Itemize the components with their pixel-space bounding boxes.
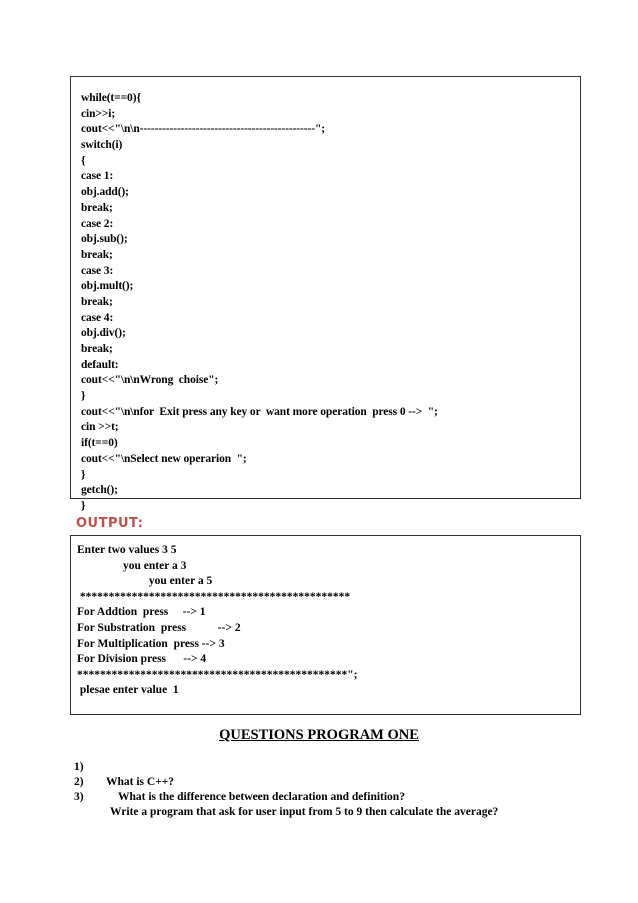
questions-heading (0, 727, 638, 744)
output-line: For Multiplication press --> 3 (77, 637, 225, 650)
code-line: break; (81, 343, 113, 355)
code-line: cin>>i; (81, 107, 116, 120)
code-line: } (81, 468, 86, 481)
code-line: getch(); (81, 484, 118, 497)
code-listing-box (70, 76, 581, 512)
code-line: { (81, 154, 86, 167)
code-line: cout<<"\nSelect new operarion "; (81, 452, 247, 465)
code-line: case 1: (81, 170, 114, 183)
question-item (74, 745, 175, 788)
question-number: 1) (74, 761, 84, 773)
output-line: For Substration press --> 2 (77, 621, 241, 634)
code-line: default: (81, 358, 119, 371)
questions-list (74, 745, 499, 818)
code-line: case 3: (81, 264, 114, 277)
output-line: Enter two values 3 5 (77, 544, 177, 556)
code-line: obj.div(); (81, 327, 126, 340)
code-line: cout<<"\n\nWrong choise"; (81, 374, 219, 387)
code-line: obj.mult(); (81, 280, 134, 293)
code-line: obj.add(); (81, 186, 129, 199)
code-line: } (81, 390, 86, 403)
code-line: while(t==0){ (81, 92, 141, 104)
code-line: cin >>t; (81, 421, 119, 434)
code-line: if(t==0) (81, 437, 118, 450)
question-text: What is C++? (106, 776, 175, 788)
code-line: case 4: (81, 311, 114, 324)
code-line: cout<<"\n\nfor Exit press any key or want more operation press 0 --> "; (81, 405, 438, 418)
code-line: cout<<"\n\n-----------------------------------------------"; (81, 123, 325, 136)
question-number: 2) (74, 776, 84, 788)
code-line: } (81, 499, 86, 512)
code-line: obj.sub(); (81, 233, 128, 246)
code-line: break; (81, 248, 113, 261)
questions-heading-text: QUESTIONS PROGRAM ONE (219, 727, 419, 743)
output-line: you enter a 5 (77, 575, 213, 588)
output-line: plesae enter value 1 (77, 684, 179, 697)
question-text: What is the difference between declaration and definition? (118, 791, 405, 803)
code-line: switch(i) (81, 139, 123, 152)
question-text: Write a program that ask for user input from 5 to 9 then calculate the average? (110, 806, 499, 818)
code-lines (81, 91, 438, 515)
code-line: break; (81, 295, 113, 308)
output-lines (77, 543, 357, 699)
question-number: 3) (74, 791, 84, 803)
output-line: you enter a 3 (77, 559, 187, 572)
output-line: *********************************************** (77, 590, 351, 603)
output-line: ***********************************************"; (77, 668, 358, 681)
code-line: break; (81, 201, 113, 214)
code-line: case 2: (81, 217, 114, 230)
output-box (70, 535, 581, 715)
output-heading: OUTPUT: (76, 516, 144, 531)
output-line: For Addtion press --> 1 (77, 606, 206, 619)
output-line: For Division press --> 4 (77, 653, 207, 666)
